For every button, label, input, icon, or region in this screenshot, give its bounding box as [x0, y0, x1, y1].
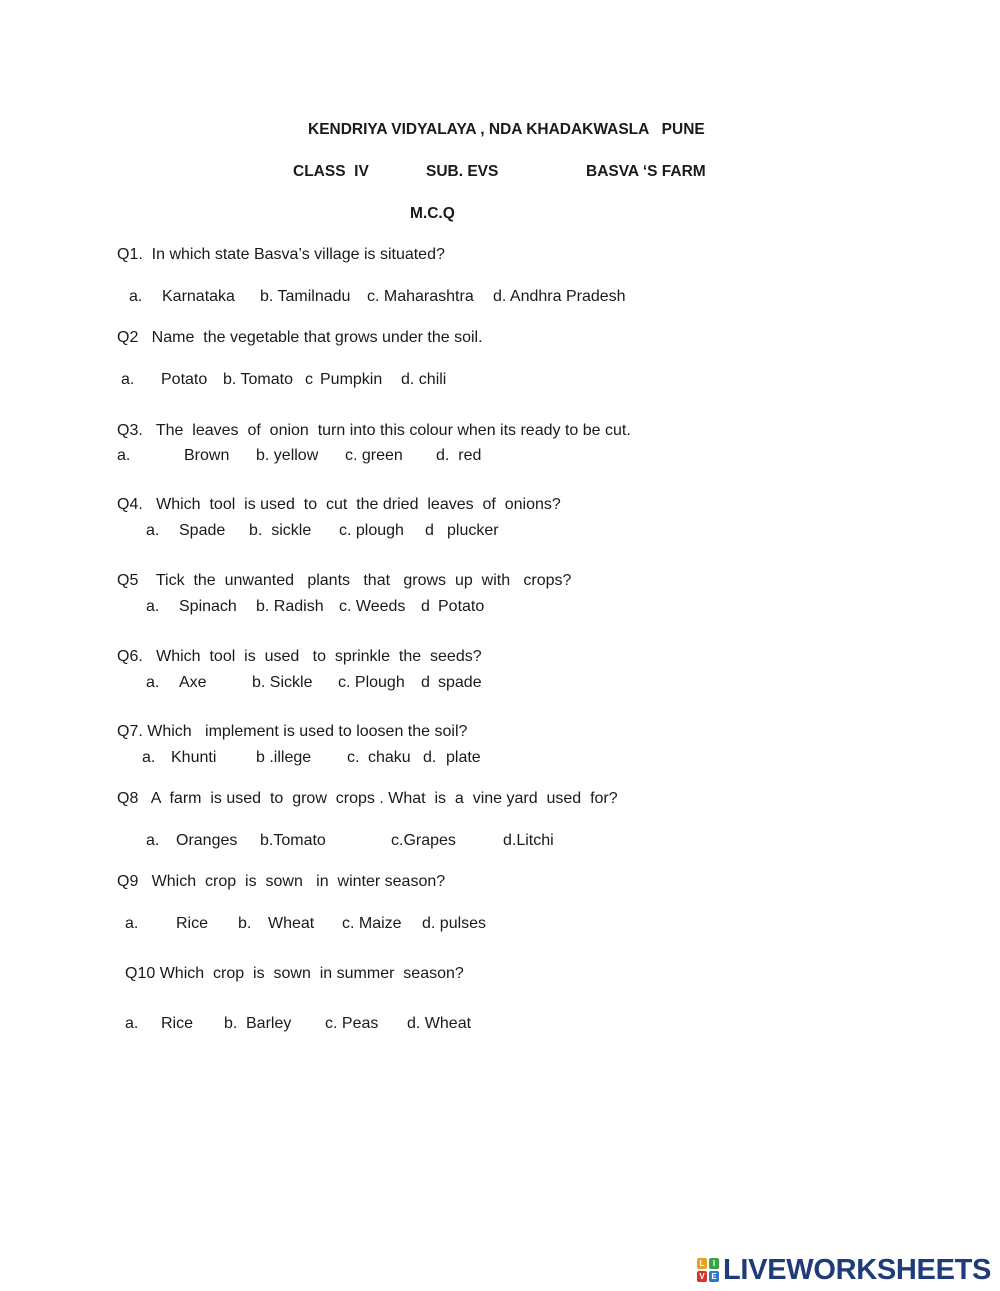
q8-option-d[interactable]: d.Litchi	[503, 832, 554, 849]
q6-option-c[interactable]: c. Plough	[338, 674, 405, 691]
question-2: Q2 Name the vegetable that grows under the soil.	[117, 329, 483, 346]
q9-option-c[interactable]: c. Maize	[342, 915, 402, 932]
q10-option-b[interactable]: Barley	[246, 1015, 292, 1032]
q9-option-d[interactable]: d. pulses	[422, 915, 487, 932]
q1-option-d[interactable]: d. Andhra Pradesh	[493, 288, 626, 305]
q3-option-b[interactable]: b. yellow	[256, 447, 319, 464]
q4-option-marker-a[interactable]: a.	[146, 522, 160, 539]
q3-option-marker-a[interactable]: a.	[117, 447, 131, 464]
brand-name: LIVEWORKSHEETS	[723, 1253, 992, 1286]
q8-option-c[interactable]: c.Grapes	[391, 832, 456, 849]
q2-option-marker-c[interactable]: c	[305, 371, 313, 388]
q2-option-c[interactable]: Pumpkin	[320, 371, 383, 388]
q3-option-c[interactable]: c. green	[345, 447, 403, 464]
q6-option-marker-a[interactable]: a.	[146, 674, 160, 691]
q9-option-marker-a[interactable]: a.	[125, 915, 139, 932]
question-1: Q1. In which state Basva’s village is situated?	[117, 246, 445, 263]
logo-letter-v: V	[697, 1271, 707, 1282]
q9-option-marker-b[interactable]: b.	[238, 915, 252, 932]
q8-option-a[interactable]: Oranges	[176, 832, 238, 849]
question-8: Q8 A farm is used to grow crops . What is a vine yard used for?	[117, 790, 618, 807]
q6-option-d[interactable]: spade	[438, 674, 482, 691]
q8-option-marker-a[interactable]: a.	[146, 832, 160, 849]
q6-option-marker-d[interactable]: d	[421, 674, 430, 691]
logo-grid-icon	[697, 1258, 719, 1282]
question-9: Q9 Which crop is sown in winter season?	[117, 873, 446, 890]
q6-option-a[interactable]: Axe	[179, 674, 207, 691]
q2-option-b[interactable]: b. Tomato	[223, 371, 293, 388]
q3-option-a[interactable]: Brown	[184, 447, 230, 464]
q7-option-c[interactable]: chaku	[368, 749, 411, 766]
question-5: Q5 Tick the unwanted plants that grows up with crops?	[117, 572, 572, 589]
q3-option-d[interactable]: d. red	[436, 447, 482, 464]
question-4: Q4. Which tool is used to cut the dried leaves of onions?	[117, 496, 561, 513]
q5-option-d[interactable]: Potato	[438, 598, 485, 615]
question-10: Q10 Which crop is sown in summer season?	[125, 965, 464, 982]
q5-option-marker-d[interactable]: d	[421, 598, 430, 615]
q10-option-d[interactable]: d. Wheat	[407, 1015, 472, 1032]
q5-option-c[interactable]: c. Weeds	[339, 598, 406, 615]
q4-option-marker-d[interactable]: d	[425, 522, 434, 539]
q2-option-a[interactable]: Potato	[161, 371, 208, 388]
q7-option-b[interactable]: b .illege	[256, 749, 312, 766]
q9-option-b[interactable]: Wheat	[268, 915, 315, 932]
q1-option-marker-a[interactable]: a.	[129, 288, 143, 305]
q7-option-marker-a[interactable]: a.	[142, 749, 156, 766]
question-3: Q3. The leaves of onion turn into this colour when its ready to be cut.	[117, 422, 631, 439]
q7-option-marker-d[interactable]: d.	[423, 749, 437, 766]
q10-option-a[interactable]: Rice	[161, 1015, 194, 1032]
section-title: M.C.Q	[410, 205, 455, 222]
q4-option-b[interactable]: b. sickle	[249, 522, 312, 539]
q2-option-d[interactable]: d. chili	[401, 371, 447, 388]
q7-option-a[interactable]: Khunti	[171, 749, 217, 766]
q10-option-marker-a[interactable]: a.	[125, 1015, 139, 1032]
q1-option-c[interactable]: c. Maharashtra	[367, 288, 474, 305]
logo-letter-i: I	[709, 1258, 719, 1269]
q1-option-a[interactable]: Karnataka	[162, 288, 235, 305]
q7-option-d[interactable]: plate	[446, 749, 481, 766]
q7-option-marker-c[interactable]: c.	[347, 749, 360, 766]
question-7: Q7. Which implement is used to loosen the soil?	[117, 723, 468, 740]
class-label: CLASS IV	[293, 163, 369, 180]
q2-option-marker-a[interactable]: a.	[121, 371, 135, 388]
q10-option-marker-b[interactable]: b.	[224, 1015, 238, 1032]
liveworksheets-logo[interactable]	[697, 1253, 992, 1286]
q6-option-b[interactable]: b. Sickle	[252, 674, 313, 691]
q4-option-c[interactable]: c. plough	[339, 522, 404, 539]
chapter-label: BASVA ‘S FARM	[586, 163, 706, 180]
q10-option-c[interactable]: c. Peas	[325, 1015, 379, 1032]
logo-letter-e: E	[709, 1271, 719, 1282]
school-title: KENDRIYA VIDYALAYA , NDA KHADAKWASLA PUNE	[308, 121, 705, 138]
q8-option-b[interactable]: b.Tomato	[260, 832, 326, 849]
q5-option-b[interactable]: b. Radish	[256, 598, 324, 615]
q1-option-b[interactable]: b. Tamilnadu	[260, 288, 351, 305]
q5-option-a[interactable]: Spinach	[179, 598, 237, 615]
subject-label: SUB. EVS	[426, 163, 499, 180]
q5-option-marker-a[interactable]: a.	[146, 598, 160, 615]
logo-letter-l: L	[697, 1258, 707, 1269]
q4-option-a[interactable]: Spade	[179, 522, 226, 539]
question-6: Q6. Which tool is used to sprinkle the seeds?	[117, 648, 482, 665]
q4-option-d[interactable]: plucker	[447, 522, 499, 539]
q9-option-a[interactable]: Rice	[176, 915, 209, 932]
